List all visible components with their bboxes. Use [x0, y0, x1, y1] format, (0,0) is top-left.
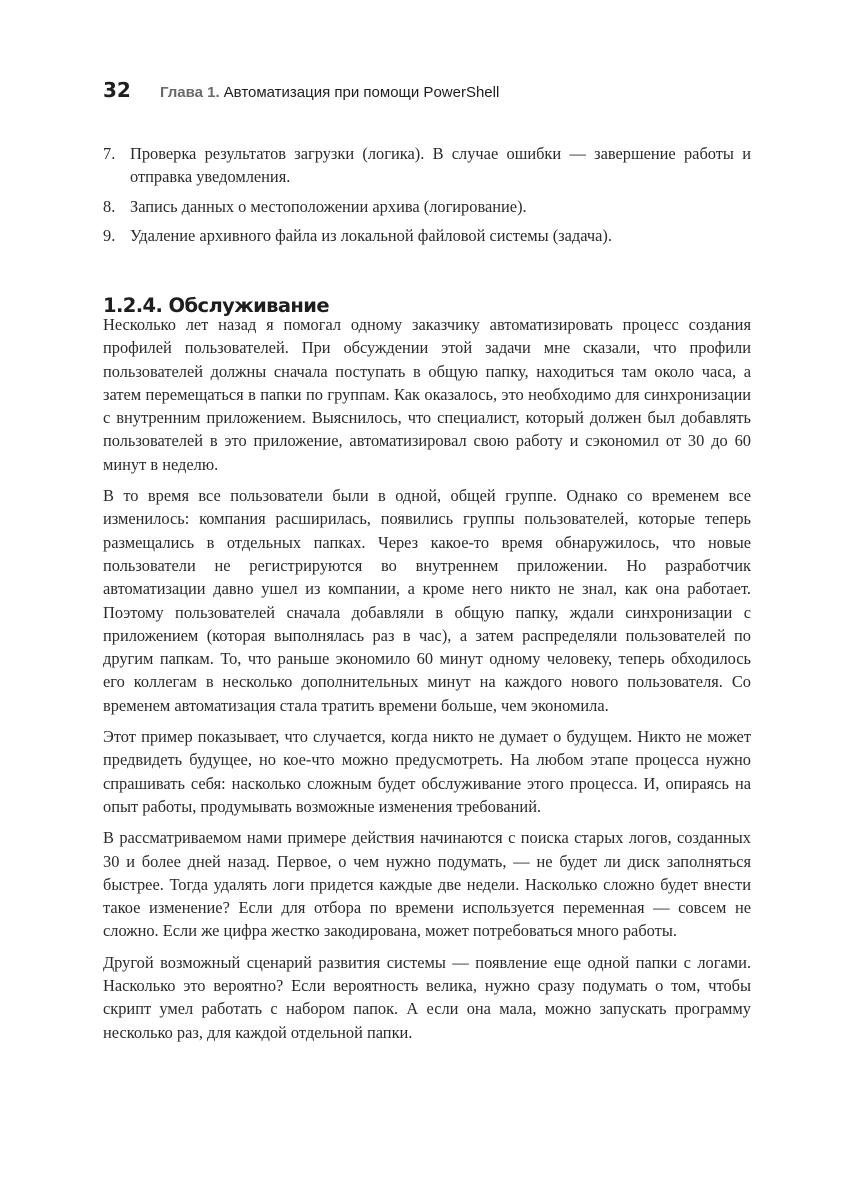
paragraph: В то время все пользователи были в одной, общей группе. Однако со временем все изменилось: компания расширилась, появились группы пользователей, которые теперь размещались в отдельных папках. Через какое-то время обнаружилось, что новые пользователи не регистрируются во внутреннем приложении. Но разработчик автоматизации давно ушел из компании, а кроме него никто не знал, как она работает. Поэтому пользователей сначала добавляли в общую папку, ждали синхронизации с приложением (которая выполнялась раз в час), а затем распределяли пользователей по другим папкам. То, что раньше экономило 60 минут одному человеку, теперь обходилось его коллегам в несколько дополнительных минут на каждого нового пользователя. Со временем автоматизация стала тратить времени больше, чем экономила. [103, 486, 751, 715]
list-item [103, 195, 751, 218]
section-body [103, 313, 751, 1052]
list-item-text: Запись данных о местоположении архива (логирование). [130, 196, 527, 216]
chapter-label: Глава 1. [160, 84, 220, 101]
numbered-list [103, 142, 751, 253]
paragraph: Несколько лет назад я помогал одному заказчику автоматизировать процесс создания профилей пользователей. При обсуждении этой задачи мне сказали, что профили пользователей должны сначала поступать в общую папку, находиться там около часа, а затем перемещаться в папки по группам. Как оказалось, это необходимо для синхронизации с внутренним приложением. Выяснилось, что специалист, который должен был добавлять пользователей в это приложение, автоматизировал свою работу и сэкономил от 30 до 60 минут в неделю. [103, 315, 751, 474]
chapter-title: Автоматизация при помощи PowerShell [223, 84, 500, 101]
paragraph: Этот пример показывает, что случается, когда никто не думает о будущем. Никто не может предвидеть будущее, но кое-что можно предусмотреть. На любом этапе процесса нужно спрашивать себя: насколько сложным будет обслуживание этого процесса. И, опираясь на опыт работы, продумывать возможные изменения требований. [103, 727, 751, 816]
list-item-number: 8. [103, 196, 116, 216]
page-number: 32 [103, 78, 131, 102]
list-item-text: Проверка результатов загрузки (логика). В случае ошибки — завершение работы и отправка уведомления. [130, 144, 751, 187]
list-item-number: 7. [103, 144, 116, 163]
paragraph: В рассматриваемом нами примере действия начинаются с поиска старых логов, созданных 30 и более дней назад. Первое, о чем нужно подумать, — не будет ли диск заполняться быстрее. Тогда удалять логи придется каждые две недели. Насколько сложно будет внести такое изменение? Если для отбора по времени используется переменная — совсем не сложно. Если же цифра жестко закодирована, может потребоваться много работы. [103, 828, 751, 941]
list-item [103, 142, 751, 189]
running-head [103, 78, 499, 104]
list-item [103, 224, 751, 247]
section-heading: 1.2.4. Обслуживание [103, 294, 329, 318]
list-item-number: 9. [103, 225, 116, 245]
paragraph: Другой возможный сценарий развития системы — появление еще одной папки с логами. Насколько это вероятно? Если вероятность велика, нужно сразу подумать о том, чтобы скрипт умел работать с набором папок. А если она мала, можно запускать программу несколько раз, для каждой отдельной папки. [103, 952, 751, 1042]
list-item-text: Удаление архивного файла из локальной файловой системы (задача). [130, 225, 612, 245]
